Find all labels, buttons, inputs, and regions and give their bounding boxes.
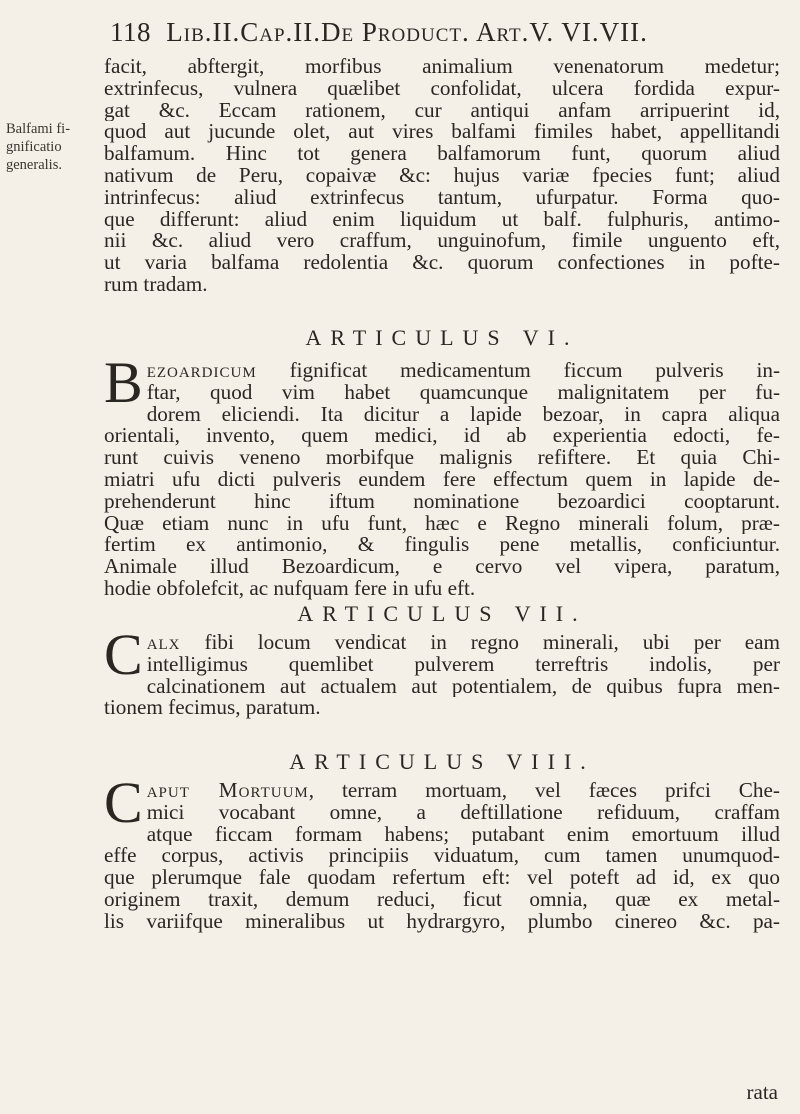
text-line: extrinfecus, vulnera quælibet confolidat, ulcera fordida expur-	[104, 77, 780, 100]
text-line: effe corpus, activis principiis viduatum, cum tamen unumquod-	[104, 845, 780, 868]
text-line: nativum de Peru, copaivæ &c: hujus variæ fpecies funt; aliud	[104, 164, 780, 187]
text-line: orientali, invento, quem medici, id ab experientia edocti, fe-	[104, 425, 780, 448]
paragraph-caput-mortuum	[104, 770, 780, 933]
text-line: atque ficcam formam habens; putabant enim emortuum illud	[146, 823, 780, 846]
running-title: Lib.II.Cap.II.De Product. Art.V. VI.VII.	[166, 17, 648, 47]
running-head	[110, 14, 770, 50]
text-line: balfamum. Hinc tot genera balfamorum funt, quorum aliud	[104, 143, 780, 165]
text-line: miatri ufu dicti pulveris eundem fere effectum quem in lapide de-	[104, 468, 780, 491]
text-line: facit, abftergit, morfibus animalium venenatorum medetur;	[104, 56, 780, 78]
text-line	[147, 360, 780, 382]
text-line: Animale illud Bezoardicum, e cervo vel vipera, paratum,	[104, 556, 780, 578]
text-line: originem traxit, demum reduci, ficut omnia, quæ ex metal-	[104, 888, 780, 911]
lead-word: alx	[146, 632, 181, 654]
text-line: gat &c. Eccam rationem, cur antiqui anfam arripuerint id,	[104, 99, 780, 122]
text-line	[147, 780, 780, 802]
page-number: 118	[110, 17, 151, 47]
text-line: intelligimus quemlibet pulverem terreftris indolis, per	[146, 653, 780, 676]
text-line: prehenderunt hinc iftum nominatione bezoardici cooptarunt.	[104, 490, 780, 513]
dropcap-c: C	[104, 622, 143, 687]
text-line: hodie obfolefcit, ac nufquam fere in ufu eft.	[104, 577, 476, 600]
heading-articulus-viii: ARTICULUS VIII.	[289, 749, 595, 774]
text-line: que plerumque fale quodam refertum eft: vel poteft ad id, ex quo	[104, 867, 780, 889]
text-line: dorem eliciendi. Ita dicitur a lapide bezoar, in capra aliqua	[146, 403, 780, 426]
text-line: Quæ etiam nunc in ufu funt, hæc e Regno minerali folum, præ-	[104, 512, 780, 535]
heading-articulus-vi: ARTICULUS VI.	[305, 325, 579, 350]
text-line: rum tradam.	[104, 273, 208, 296]
text-line: quod aut jucunde olet, aut vires balfami fimiles habet, appellitandi	[104, 121, 780, 144]
paragraph-bezoardicum	[104, 350, 780, 600]
catchword: rata	[746, 1080, 778, 1104]
text-line: ut varia balfama redolentia &c. quorum confectiones in pofte-	[104, 252, 780, 274]
text-line	[147, 632, 780, 654]
text-line: intrinfecus: aliud extrinfecus tantum, ufurpatur. Forma quo-	[104, 186, 780, 209]
dropcap-c: C	[104, 770, 143, 835]
text-line: calcinationem aut actualem aut potentialem, de quibus fupra men-	[146, 675, 780, 698]
paragraph-balsam	[104, 56, 780, 296]
text-line: mici vocabant omne, a deftillatione refiduum, craffam	[146, 801, 780, 824]
text-line-part: , terram mortuam, vel fæces prifci Che-	[308, 780, 780, 802]
text-line: que differunt: aliud enim liquidum ut balf. fulphuris, antimo-	[104, 208, 780, 231]
lead-word: aput Mortuum	[146, 780, 309, 802]
text-line-part: fibi locum vendicat in regno minerali, ubi per eam	[204, 632, 780, 654]
lead-word: ezoardicum	[146, 360, 257, 382]
text-line: ftar, quod vim habet quamcunque malignitatem per fu-	[146, 381, 780, 404]
text-line: nii &c. aliud vero craffum, unguinofum, fimile unguento eft,	[104, 230, 780, 253]
text-line: runt cuivis veneno morbifque malignis refiftere. Et quia Chi-	[104, 447, 780, 469]
margin-note: Balfami fi-gnificatio generalis.	[6, 121, 71, 173]
paragraph-calx	[104, 622, 780, 720]
text-line: tionem fecimus, paratum.	[104, 697, 321, 720]
heading-articulus-vii: ARTICULUS VII.	[297, 601, 587, 626]
dropcap-b: B	[104, 350, 143, 415]
text-line-part: fignificat medicamentum ficcum pulveris in-	[289, 360, 780, 382]
text-line: fertim ex antimonio, & fingulis pene metallis, conficiuntur.	[104, 534, 780, 557]
text-line: lis variifque mineralibus ut hydrargyro, plumbo cinereo &c. pa-	[104, 910, 780, 933]
